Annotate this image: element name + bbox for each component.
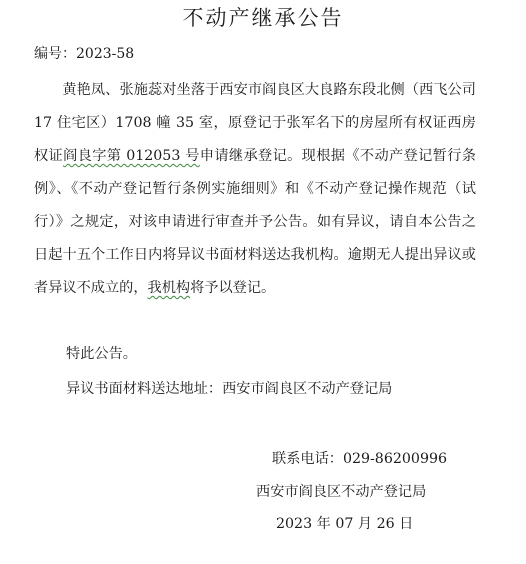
objection-address: 异议书面材料送达地址：西安市阎良区不动产登记局 [66, 381, 393, 397]
contact-phone: 联系电话：029-86200996 [272, 451, 448, 467]
certificate-number-underlined: 阎良字第 012053 号 [63, 148, 200, 164]
closing-line: 特此公告。 [66, 346, 137, 362]
issuing-office: 西安市阎良区不动产登记局 [256, 484, 427, 500]
issue-date: 2023 年 07 月 26 日 [276, 516, 414, 532]
announcement-number: 编号：2023-58 [34, 46, 135, 62]
announcement-body [34, 74, 476, 305]
body-text-part3: 将予以登记。 [190, 280, 276, 296]
body-text-part1: 黄艳凤、张施蕊对坐落于西安市阎良区大良路东段北侧（西飞公司 17 住宅区）1708 幢 35 室，原登记于张军名下的房屋所有权证西房权证 [34, 82, 476, 164]
agency-underlined: 我机构 [147, 280, 191, 296]
body-text-part2: 申请继承登记。现根据《不动产登记暂行条例》、《不动产登记暂行条例实施细则》和《不动产登记操作规范（试行）》之规定，对该申请进行审查并予公告。如有异议，请自本公告之日起十五个工作日内将异议书面材料送达我机构。逾期无人提出异议或者异议不成立的， [34, 148, 476, 296]
body-paragraph [34, 74, 476, 305]
page-title: 不动产继承公告 [182, 6, 344, 30]
